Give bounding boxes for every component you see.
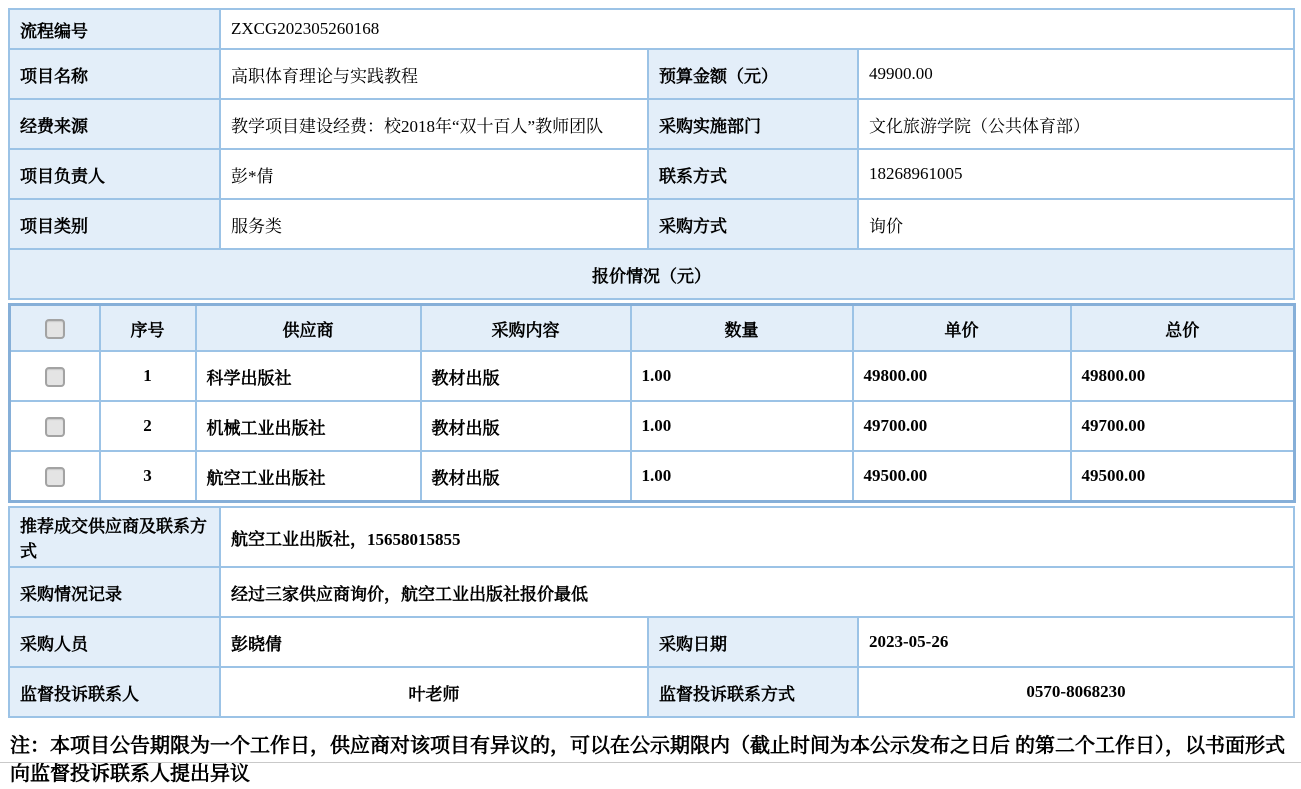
row-no: 1 (100, 351, 196, 401)
process-number-label: 流程编号 (9, 9, 220, 49)
col-header-supplier: 供应商 (196, 305, 421, 352)
col-header-no: 序号 (100, 305, 196, 352)
quantity: 1.00 (631, 451, 853, 502)
quote-row (10, 401, 1295, 451)
select-all-checkbox[interactable] (45, 319, 65, 339)
table-row (9, 617, 1294, 667)
recommended-supplier-value: 航空工业出版社，15658015855 (220, 507, 1294, 567)
procurement-record-value: 经过三家供应商询价，航空工业出版社报价最低 (220, 567, 1294, 617)
contact-value: 18268961005 (858, 149, 1294, 199)
quote-row (10, 451, 1295, 502)
supervision-phone-value: 0570-8068230 (858, 667, 1294, 717)
total-price: 49800.00 (1071, 351, 1295, 401)
table-row (9, 149, 1294, 199)
buyer-value: 彭晓倩 (220, 617, 648, 667)
row-no: 3 (100, 451, 196, 502)
project-info-table (8, 8, 1295, 300)
quote-table (8, 303, 1296, 503)
row-checkbox[interactable] (45, 367, 65, 387)
table-row (9, 667, 1294, 717)
supervision-phone-label: 监督投诉联系方式 (648, 667, 858, 717)
recommended-supplier-label: 推荐成交供应商及联系方式 (9, 507, 220, 567)
total-price: 49700.00 (1071, 401, 1295, 451)
procurement-method-value: 询价 (858, 199, 1294, 249)
unit-price: 49800.00 (853, 351, 1071, 401)
quantity: 1.00 (631, 351, 853, 401)
unit-price: 49500.00 (853, 451, 1071, 502)
budget-value: 49900.00 (858, 49, 1294, 99)
col-header-total-price: 总价 (1071, 305, 1295, 352)
procurement-method-label: 采购方式 (648, 199, 858, 249)
supervision-contact-label: 监督投诉联系人 (9, 667, 220, 717)
budget-label: 预算金额（元） (648, 49, 858, 99)
select-all-cell (10, 305, 100, 352)
procurement-record-label: 采购情况记录 (9, 567, 220, 617)
purchase-content: 教材出版 (421, 451, 631, 502)
announcement-note: 注：本项目公告期限为一个工作日，供应商对该项目有异议的，可以在公示期限内（截止时间为本公示发布之日后 的第二个工作日），以书面形式向监督投诉联系人提出异议 (10, 735, 1285, 786)
supplier-name: 机械工业出版社 (196, 401, 421, 451)
purchase-date-label: 采购日期 (648, 617, 858, 667)
purchase-content: 教材出版 (421, 351, 631, 401)
quote-row (10, 351, 1295, 401)
table-row (9, 49, 1294, 99)
purchase-date-value: 2023-05-26 (858, 617, 1294, 667)
row-select-cell (10, 401, 100, 451)
supplier-name: 航空工业出版社 (196, 451, 421, 502)
project-name-value: 高职体育理论与实践教程 (220, 49, 648, 99)
table-row (9, 507, 1294, 567)
project-name-label: 项目名称 (9, 49, 220, 99)
quote-section-title: 报价情况（元） (9, 249, 1294, 299)
funding-source-label: 经费来源 (9, 99, 220, 149)
supervision-contact-value: 叶老师 (220, 667, 648, 717)
project-category-value: 服务类 (220, 199, 648, 249)
purchase-content: 教材出版 (421, 401, 631, 451)
process-number-value: ZXCG202305260168 (220, 9, 1294, 49)
table-row (9, 567, 1294, 617)
supplier-name: 科学出版社 (196, 351, 421, 401)
purchasing-dept-label: 采购实施部门 (648, 99, 858, 149)
quantity: 1.00 (631, 401, 853, 451)
quote-section-header (9, 249, 1294, 299)
project-leader-value: 彭*倩 (220, 149, 648, 199)
col-header-content: 采购内容 (421, 305, 631, 352)
table-row (9, 199, 1294, 249)
table-row (9, 9, 1294, 49)
page-bottom-divider (0, 762, 1301, 763)
row-select-cell (10, 351, 100, 401)
col-header-unit-price: 单价 (853, 305, 1071, 352)
row-checkbox[interactable] (45, 417, 65, 437)
unit-price: 49700.00 (853, 401, 1071, 451)
row-select-cell (10, 451, 100, 502)
total-price: 49500.00 (1071, 451, 1295, 502)
table-row (9, 99, 1294, 149)
project-category-label: 项目类别 (9, 199, 220, 249)
col-header-qty: 数量 (631, 305, 853, 352)
purchasing-dept-value: 文化旅游学院（公共体育部） (858, 99, 1294, 149)
quote-table-header-row (10, 305, 1295, 352)
contact-label: 联系方式 (648, 149, 858, 199)
project-leader-label: 项目负责人 (9, 149, 220, 199)
row-no: 2 (100, 401, 196, 451)
row-checkbox[interactable] (45, 467, 65, 487)
summary-table (8, 506, 1295, 718)
funding-source-value: 教学项目建设经费：校2018年“双十百人”教师团队 (220, 99, 648, 149)
buyer-label: 采购人员 (9, 617, 220, 667)
